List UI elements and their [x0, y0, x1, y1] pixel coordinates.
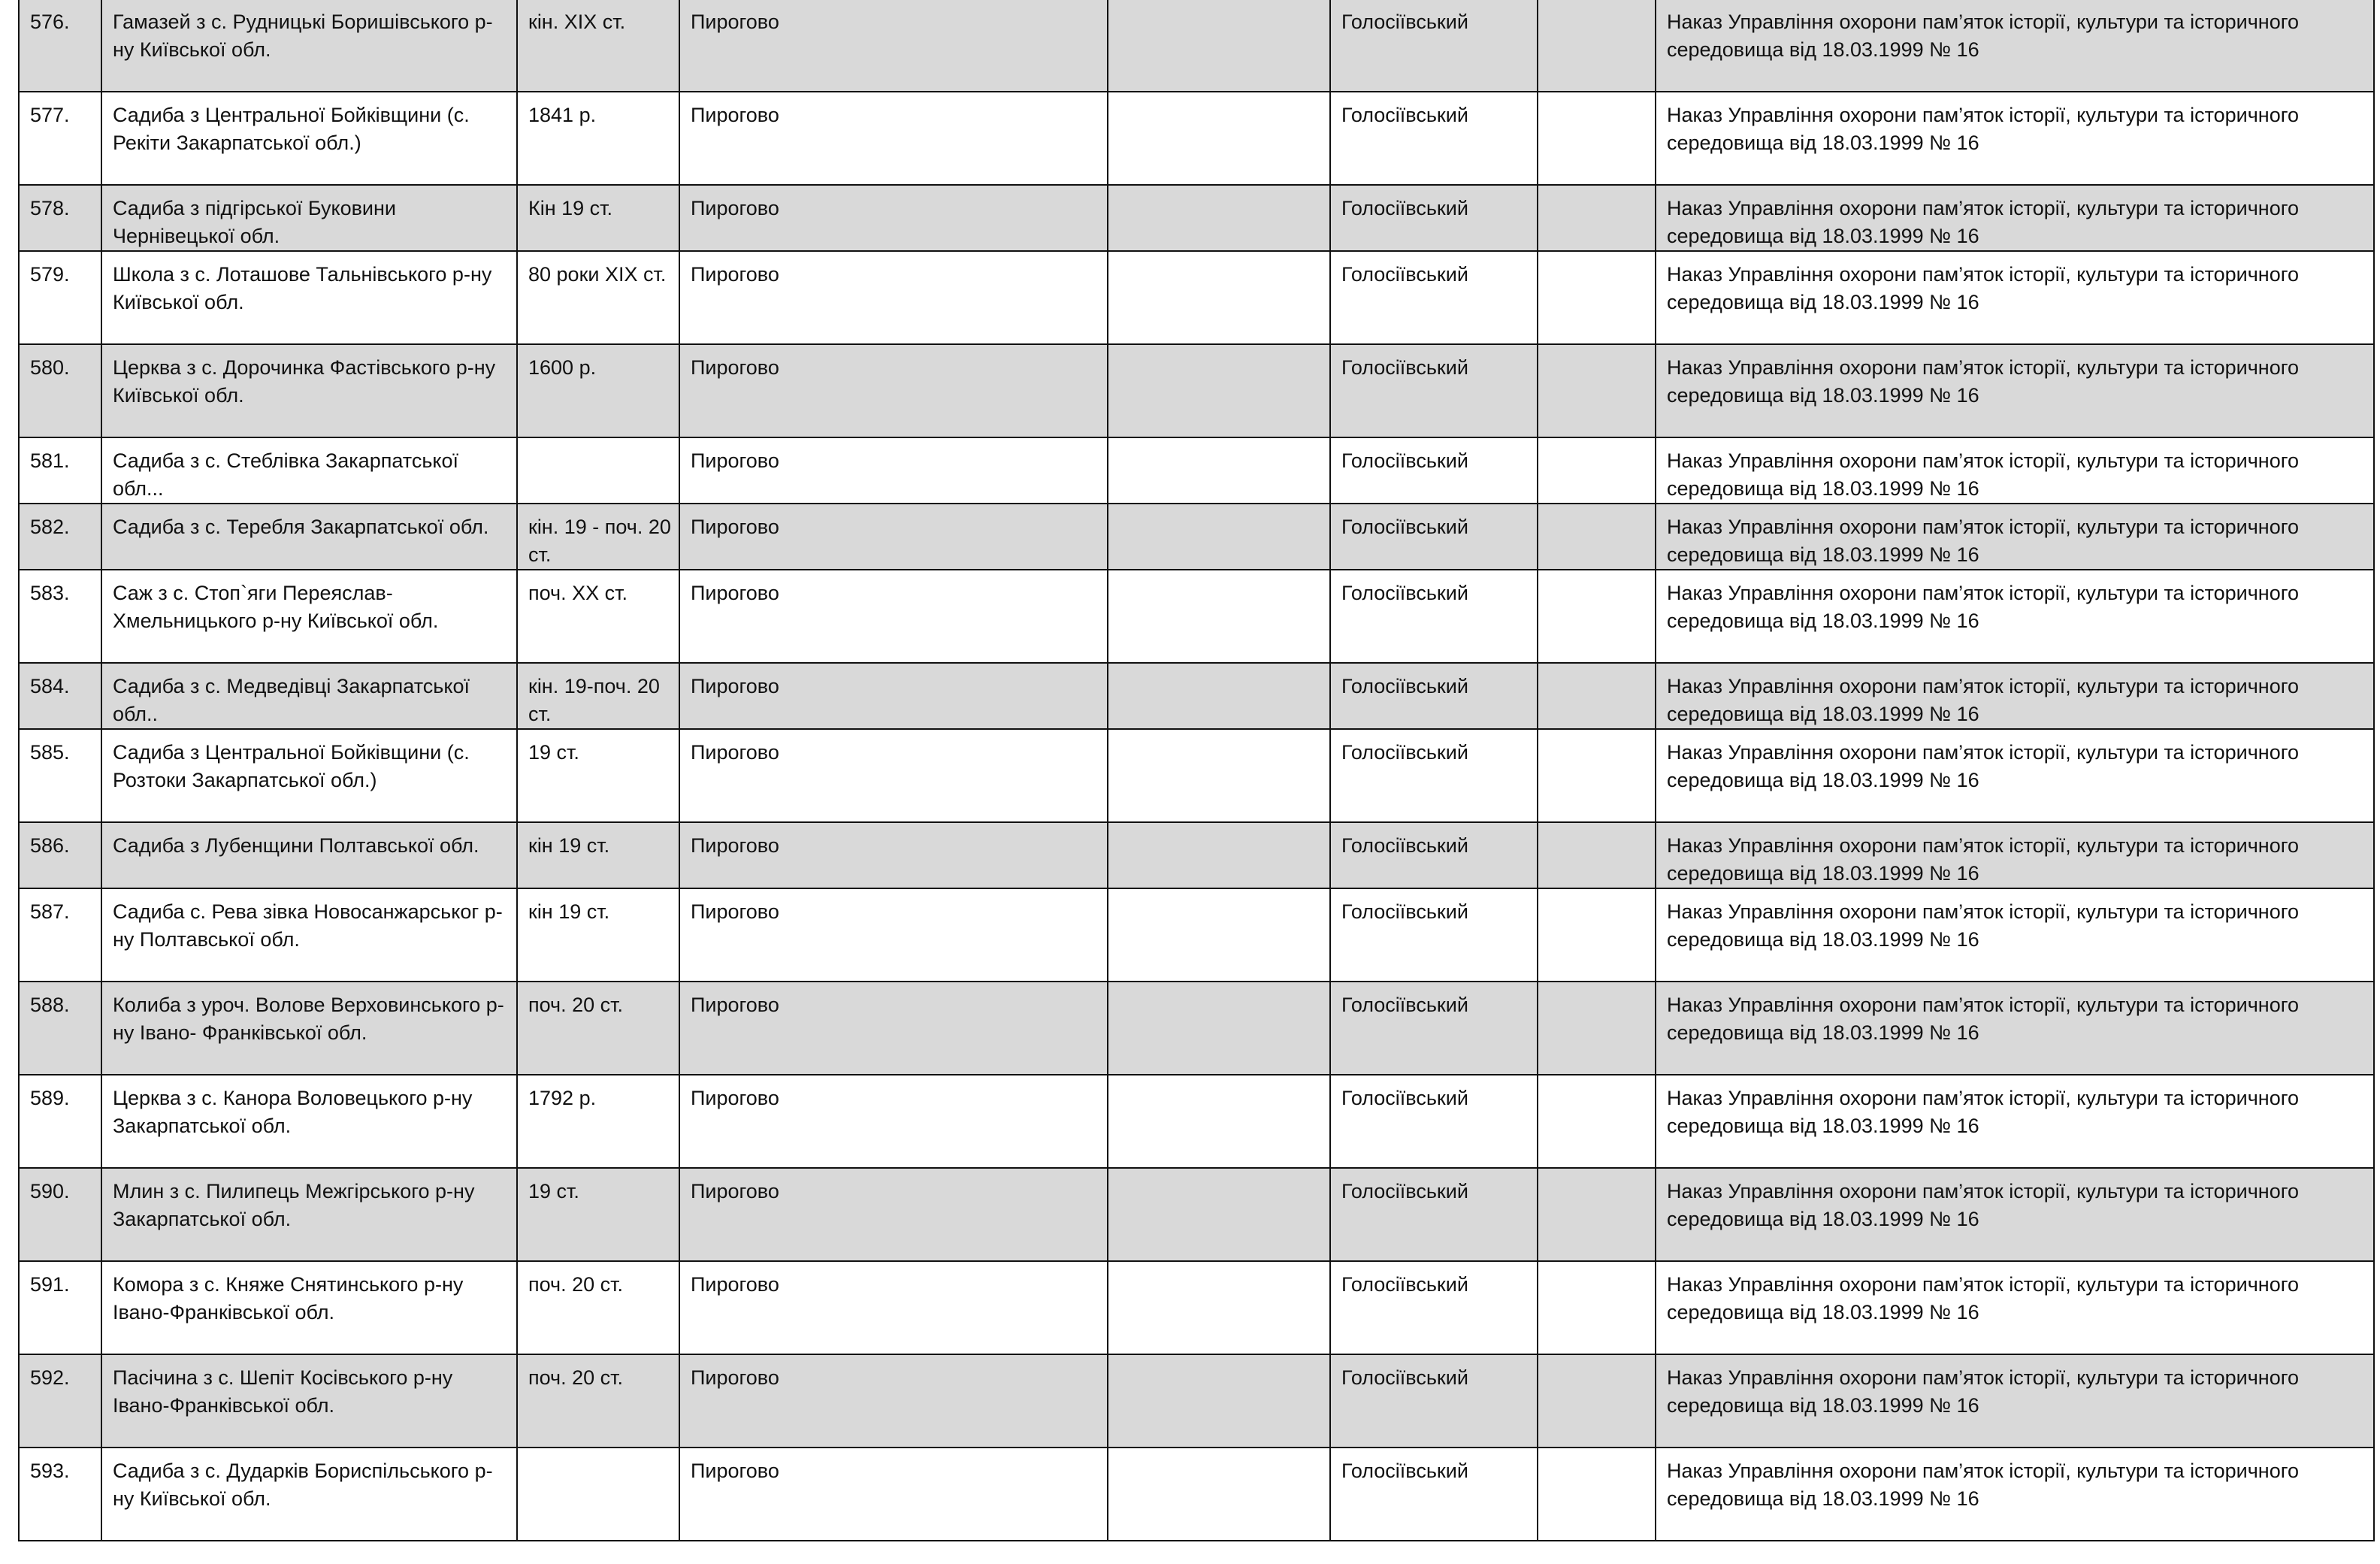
table-row — [19, 570, 2374, 663]
address-cell: Пирогово — [679, 570, 1108, 663]
table-row — [19, 185, 2374, 251]
dating-cell: поч. 20 ст. — [517, 982, 679, 1075]
table-row — [19, 982, 2374, 1075]
row-number-cell: 591. — [19, 1261, 101, 1354]
table-row — [19, 729, 2374, 822]
dating-cell: кін. 19-поч. 20 ст. — [517, 663, 679, 729]
blank-cell — [1538, 822, 1656, 888]
district-cell: Голосіївський — [1330, 982, 1538, 1075]
blank-cell — [1538, 0, 1656, 92]
dating-cell — [517, 437, 679, 504]
table-row — [19, 822, 2374, 888]
address-cell: Пирогово — [679, 185, 1108, 251]
district-cell: Голосіївський — [1330, 344, 1538, 437]
dating-cell: поч. XX ст. — [517, 570, 679, 663]
object-name-cell: Садиба з Центральної Бойківщини (с. Рекіти Закарпатської обл.) — [101, 92, 517, 185]
row-number-cell: 585. — [19, 729, 101, 822]
blank-cell — [1108, 92, 1330, 185]
row-number-cell: 579. — [19, 251, 101, 344]
dating-cell — [517, 1448, 679, 1541]
object-name-cell: Садиба з Центральної Бойківщини (с. Розтоки Закарпатської обл.) — [101, 729, 517, 822]
object-name-cell: Церква з с. Дорочинка Фастівського р-ну Київської обл. — [101, 344, 517, 437]
blank-cell — [1108, 437, 1330, 504]
dating-cell: 19 ст. — [517, 729, 679, 822]
table-row — [19, 92, 2374, 185]
address-cell: Пирогово — [679, 663, 1108, 729]
object-name-cell: Садиба з підгірської Буковини Чернівецької обл. — [101, 185, 517, 251]
row-number-cell: 593. — [19, 1448, 101, 1541]
row-number-cell: 590. — [19, 1168, 101, 1261]
blank-cell — [1538, 251, 1656, 344]
table-row — [19, 0, 2374, 92]
blank-cell — [1538, 570, 1656, 663]
row-number-cell: 589. — [19, 1075, 101, 1168]
address-cell: Пирогово — [679, 729, 1108, 822]
district-cell: Голосіївський — [1330, 504, 1538, 570]
blank-cell — [1538, 729, 1656, 822]
row-number-cell: 584. — [19, 663, 101, 729]
blank-cell — [1538, 504, 1656, 570]
protection-document-cell: Наказ Управління охорони пам’яток історії, культури та історичного середовища від 18.03.1999 № 16 — [1656, 504, 2374, 570]
blank-cell — [1538, 344, 1656, 437]
blank-cell — [1108, 344, 1330, 437]
protection-document-cell: Наказ Управління охорони пам’яток історії, культури та історичного середовища від 18.03.1999 № 16 — [1656, 663, 2374, 729]
row-number-cell: 586. — [19, 822, 101, 888]
object-name-cell: Пасічина з с. Шепіт Косівського р-ну Івано-Франківської обл. — [101, 1354, 517, 1448]
dating-cell: кін. 19 - поч. 20 ст. — [517, 504, 679, 570]
district-cell: Голосіївський — [1330, 822, 1538, 888]
address-cell: Пирогово — [679, 504, 1108, 570]
district-cell: Голосіївський — [1330, 437, 1538, 504]
table-row — [19, 251, 2374, 344]
address-cell: Пирогово — [679, 1261, 1108, 1354]
protection-document-cell: Наказ Управління охорони пам’яток історії, культури та історичного середовища від 18.03.1999 № 16 — [1656, 1168, 2374, 1261]
object-name-cell: Садиба з с. Теребля Закарпатської обл. — [101, 504, 517, 570]
blank-cell — [1108, 888, 1330, 982]
blank-cell — [1538, 1168, 1656, 1261]
object-name-cell: Школа з с. Лоташове Тальнівського р-ну Київської обл. — [101, 251, 517, 344]
address-cell: Пирогово — [679, 1354, 1108, 1448]
district-cell: Голосіївський — [1330, 1448, 1538, 1541]
district-cell: Голосіївський — [1330, 1075, 1538, 1168]
blank-cell — [1538, 92, 1656, 185]
address-cell: Пирогово — [679, 1075, 1108, 1168]
blank-cell — [1108, 1075, 1330, 1168]
protection-document-cell: Наказ Управління охорони пам’яток історії, культури та історичного середовища від 18.03.1999 № 16 — [1656, 251, 2374, 344]
table-row — [19, 437, 2374, 504]
protection-document-cell: Наказ Управління охорони пам’яток історії, культури та історичного середовища від 18.03.1999 № 16 — [1656, 1354, 2374, 1448]
protection-document-cell: Наказ Управління охорони пам’яток історії, культури та історичного середовища від 18.03.1999 № 16 — [1656, 570, 2374, 663]
table-row — [19, 888, 2374, 982]
blank-cell — [1108, 1448, 1330, 1541]
address-cell: Пирогово — [679, 982, 1108, 1075]
blank-cell — [1108, 982, 1330, 1075]
protection-document-cell: Наказ Управління охорони пам’яток історії, культури та історичного середовища від 18.03.1999 № 16 — [1656, 437, 2374, 504]
object-name-cell: Садиба с. Рева зівка Новосанжарськог р-ну Полтавської обл. — [101, 888, 517, 982]
dating-cell: поч. 20 ст. — [517, 1261, 679, 1354]
district-cell: Голосіївський — [1330, 570, 1538, 663]
protection-document-cell: Наказ Управління охорони пам’яток історії, культури та історичного середовища від 18.03.1999 № 16 — [1656, 982, 2374, 1075]
district-cell: Голосіївський — [1330, 1261, 1538, 1354]
row-number-cell: 580. — [19, 344, 101, 437]
table-row — [19, 344, 2374, 437]
district-cell: Голосіївський — [1330, 185, 1538, 251]
protection-document-cell: Наказ Управління охорони пам’яток історії, культури та історичного середовища від 18.03.1999 № 16 — [1656, 0, 2374, 92]
registry-body — [19, 0, 2374, 1541]
row-number-cell: 592. — [19, 1354, 101, 1448]
blank-cell — [1108, 822, 1330, 888]
object-name-cell: Церква з с. Канора Воловецького р-ну Закарпатської обл. — [101, 1075, 517, 1168]
table-row — [19, 1168, 2374, 1261]
blank-cell — [1538, 663, 1656, 729]
dating-cell: 80 роки XIX ст. — [517, 251, 679, 344]
row-number-cell: 587. — [19, 888, 101, 982]
row-number-cell: 576. — [19, 0, 101, 92]
district-cell: Голосіївський — [1330, 888, 1538, 982]
dating-cell: кін 19 ст. — [517, 822, 679, 888]
blank-cell — [1538, 1354, 1656, 1448]
protection-document-cell: Наказ Управління охорони пам’яток історії, культури та історичного середовища від 18.03.1999 № 16 — [1656, 888, 2374, 982]
protection-document-cell: Наказ Управління охорони пам’яток історії, культури та історичного середовища від 18.03.1999 № 16 — [1656, 1448, 2374, 1541]
row-number-cell: 588. — [19, 982, 101, 1075]
address-cell: Пирогово — [679, 251, 1108, 344]
table-row — [19, 1354, 2374, 1448]
blank-cell — [1108, 1354, 1330, 1448]
object-name-cell: Саж з с. Стоп`яги Переяслав-Хмельницького р-ну Київської обл. — [101, 570, 517, 663]
object-name-cell: Садиба з с. Дударків Бориспільського р-ну Київської обл. — [101, 1448, 517, 1541]
address-cell: Пирогово — [679, 1168, 1108, 1261]
object-name-cell: Садиба з Лубенщини Полтавської обл. — [101, 822, 517, 888]
protection-document-cell: Наказ Управління охорони пам’яток історії, культури та історичного середовища від 18.03.1999 № 16 — [1656, 822, 2374, 888]
dating-cell: Кін 19 ст. — [517, 185, 679, 251]
table-row — [19, 1261, 2374, 1354]
blank-cell — [1538, 437, 1656, 504]
table-row — [19, 504, 2374, 570]
object-name-cell: Садиба з с. Медведівці Закарпатської обл.. — [101, 663, 517, 729]
blank-cell — [1538, 982, 1656, 1075]
protection-document-cell: Наказ Управління охорони пам’яток історії, культури та історичного середовища від 18.03.1999 № 16 — [1656, 1261, 2374, 1354]
row-number-cell: 582. — [19, 504, 101, 570]
blank-cell — [1108, 729, 1330, 822]
blank-cell — [1538, 888, 1656, 982]
protection-document-cell: Наказ Управління охорони пам’яток історії, культури та історичного середовища від 18.03.1999 № 16 — [1656, 344, 2374, 437]
blank-cell — [1108, 663, 1330, 729]
object-name-cell: Колиба з уроч. Волове Верховинського р-ну Івано- Франківської обл. — [101, 982, 517, 1075]
district-cell: Голосіївський — [1330, 729, 1538, 822]
district-cell: Голосіївський — [1330, 1354, 1538, 1448]
table-row — [19, 1075, 2374, 1168]
blank-cell — [1108, 251, 1330, 344]
blank-cell — [1538, 1261, 1656, 1354]
protection-document-cell: Наказ Управління охорони пам’яток історії, культури та історичного середовища від 18.03.1999 № 16 — [1656, 185, 2374, 251]
row-number-cell: 581. — [19, 437, 101, 504]
table-row — [19, 663, 2374, 729]
blank-cell — [1108, 504, 1330, 570]
address-cell: Пирогово — [679, 344, 1108, 437]
protection-document-cell: Наказ Управління охорони пам’яток історії, культури та історичного середовища від 18.03.1999 № 16 — [1656, 729, 2374, 822]
monuments-registry-table — [18, 0, 2375, 1541]
dating-cell: 1841 р. — [517, 92, 679, 185]
address-cell: Пирогово — [679, 822, 1108, 888]
blank-cell — [1108, 1168, 1330, 1261]
protection-document-cell: Наказ Управління охорони пам’яток історії, культури та історичного середовища від 18.03.1999 № 16 — [1656, 1075, 2374, 1168]
address-cell: Пирогово — [679, 437, 1108, 504]
protection-document-cell: Наказ Управління охорони пам’яток історії, культури та історичного середовища від 18.03.1999 № 16 — [1656, 92, 2374, 185]
address-cell: Пирогово — [679, 0, 1108, 92]
dating-cell: 19 ст. — [517, 1168, 679, 1261]
district-cell: Голосіївський — [1330, 92, 1538, 185]
dating-cell: кін. XIX ст. — [517, 0, 679, 92]
blank-cell — [1538, 1075, 1656, 1168]
address-cell: Пирогово — [679, 92, 1108, 185]
row-number-cell: 583. — [19, 570, 101, 663]
table-row — [19, 1448, 2374, 1541]
row-number-cell: 578. — [19, 185, 101, 251]
district-cell: Голосіївський — [1330, 663, 1538, 729]
district-cell: Голосіївський — [1330, 0, 1538, 92]
row-number-cell: 577. — [19, 92, 101, 185]
dating-cell: 1600 р. — [517, 344, 679, 437]
blank-cell — [1108, 0, 1330, 92]
object-name-cell: Гамазей з с. Рудницькі Боришівського р-ну Київської обл. — [101, 0, 517, 92]
object-name-cell: Млин з с. Пилипець Межгірського р-ну Закарпатської обл. — [101, 1168, 517, 1261]
blank-cell — [1108, 1261, 1330, 1354]
object-name-cell: Садиба з с. Стеблівка Закарпатської обл... — [101, 437, 517, 504]
object-name-cell: Комора з с. Княже Снятинського р-ну Івано-Франківської обл. — [101, 1261, 517, 1354]
blank-cell — [1108, 185, 1330, 251]
address-cell: Пирогово — [679, 1448, 1108, 1541]
blank-cell — [1108, 570, 1330, 663]
blank-cell — [1538, 185, 1656, 251]
dating-cell: 1792 р. — [517, 1075, 679, 1168]
dating-cell: кін 19 ст. — [517, 888, 679, 982]
blank-cell — [1538, 1448, 1656, 1541]
district-cell: Голосіївський — [1330, 1168, 1538, 1261]
district-cell: Голосіївський — [1330, 251, 1538, 344]
dating-cell: поч. 20 ст. — [517, 1354, 679, 1448]
address-cell: Пирогово — [679, 888, 1108, 982]
